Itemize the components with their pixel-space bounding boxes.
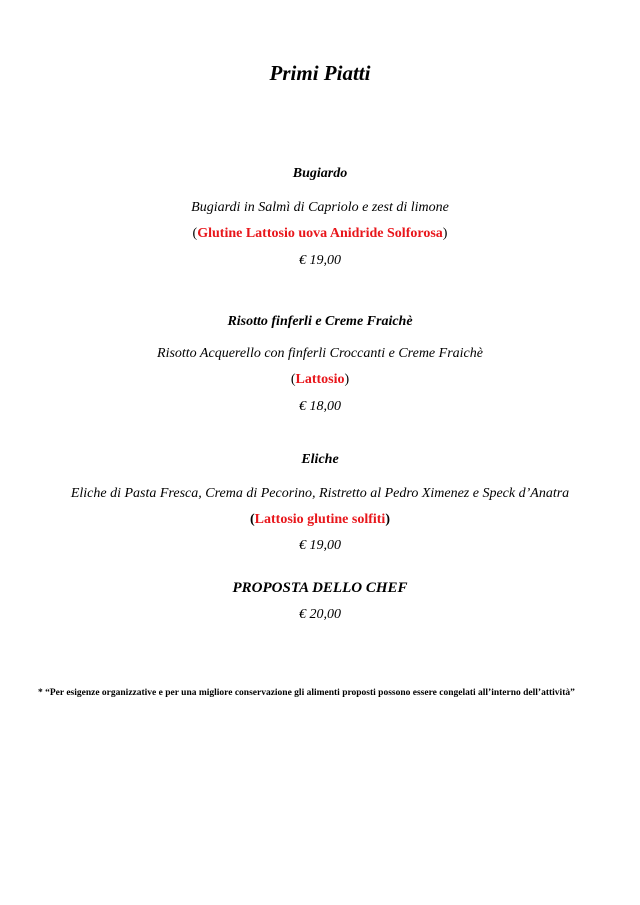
allergen-list: Glutine Lattosio uova Anidride Solforosa bbox=[197, 226, 443, 241]
dish-description: Bugiardi in Salmì di Capriolo e zest di limone bbox=[191, 200, 449, 215]
dish-description: Eliche di Pasta Fresca, Crema di Pecorino, Ristretto al Pedro Ximenez e Speck d’Anatra bbox=[70, 486, 570, 501]
dish-name: Risotto finferli e Creme Fraichè bbox=[227, 314, 413, 329]
dish-allergens: (Lattosio) bbox=[290, 372, 350, 387]
chef-proposal-price: € 20,00 bbox=[299, 607, 341, 622]
allergen-list: Lattosio bbox=[295, 372, 345, 387]
dish-price: € 19,00 bbox=[299, 538, 341, 553]
dish-allergens: (Lattosio glutine solfiti) bbox=[249, 512, 390, 527]
allergen-list: Lattosio glutine solfiti bbox=[254, 512, 386, 527]
page-title: Primi Piatti bbox=[269, 61, 371, 85]
dish-name: Bugiardo bbox=[292, 166, 348, 181]
chef-proposal-title: PROPOSTA DELLO CHEF bbox=[232, 580, 408, 596]
dish-name: Eliche bbox=[301, 452, 339, 467]
dish-price: € 19,00 bbox=[299, 253, 341, 268]
dish-price: € 18,00 bbox=[299, 399, 341, 414]
dish-allergens: (Glutine Lattosio uova Anidride Solforosa) bbox=[192, 226, 448, 241]
dish-description: Risotto Acquerello con finferli Croccanti e Creme Fraichè bbox=[157, 346, 483, 361]
footnote: * “Per esigenze organizzative e per una migliore conservazione gli alimenti proposti possono essere congelati all’interno dell’attività” bbox=[38, 688, 575, 698]
